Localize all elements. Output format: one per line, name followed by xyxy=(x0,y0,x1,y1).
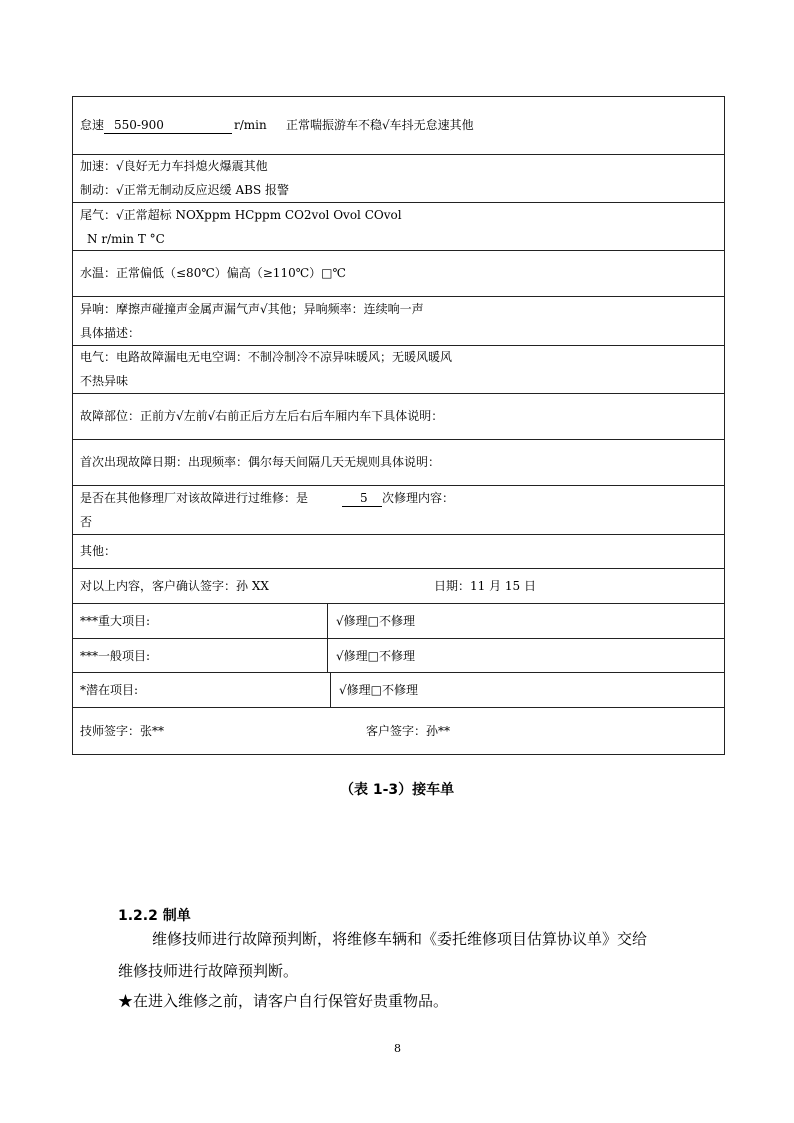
exhaust-text: 尾气：√正常超标 NOXppm HCppm CO2vol Ovol COvol xyxy=(80,208,402,222)
row-divider xyxy=(72,707,725,708)
other-label: 其他： xyxy=(80,544,117,558)
column-divider xyxy=(330,672,331,707)
customer-confirm-text: 对以上内容，客户确认签字：孙 XX xyxy=(80,579,269,593)
row-divider xyxy=(72,485,725,486)
row-divider xyxy=(72,568,725,569)
major-project-label: ***重大项目: xyxy=(80,614,151,628)
noise-text: 异响：摩擦声碰撞声金属声漏气声√其他；异响频率：连续响一声 xyxy=(80,302,424,316)
customer-signature: 客户签字：孙** xyxy=(366,724,451,738)
row-divider xyxy=(72,603,725,604)
electric-text: 电气：电路故障漏电无电空调：不制冷制冷不凉异味暖风；无暖风暖风 xyxy=(80,350,453,364)
idle-value-underline xyxy=(104,133,232,134)
row-divider xyxy=(72,393,725,394)
water-temp-text: 水温：正常偏低（≤80℃）偏高（≥110℃）□℃ xyxy=(80,266,346,280)
section-paragraph-continued: 维修技师进行故障预判断。 xyxy=(118,962,299,980)
technician-signature: 技师签字：张** xyxy=(80,724,165,738)
first-fault-text: 首次出现故障日期：出现频率：偶尔每天间隔几天无规则具体说明： xyxy=(80,455,441,469)
repair-count: 5 xyxy=(360,491,368,505)
idle-unit: r/min xyxy=(234,118,267,132)
noise-description: 具体描述： xyxy=(80,326,141,340)
section-heading: 1.2.2 制单 xyxy=(118,908,191,924)
row-divider xyxy=(72,638,725,639)
repair-count-underline xyxy=(342,506,382,507)
brake-text: 制动：√正常无制动反应迟缓 ABS 报警 xyxy=(80,183,289,197)
exhaust-text-2: N r/min T °C xyxy=(87,232,165,246)
row-divider xyxy=(72,672,725,673)
idle-value: 550-900 xyxy=(114,118,164,132)
potential-project-option: √修理□不修理 xyxy=(339,683,418,697)
page-number: 8 xyxy=(394,1042,401,1055)
general-project-label: ***一般项目: xyxy=(80,649,151,663)
section-paragraph: 维修技师进行故障预判断，将维修车辆和《委托维修项目估算协议单》交给 xyxy=(152,930,648,948)
general-project-option: √修理□不修理 xyxy=(336,649,415,663)
repair-history-text: 是否在其他修理厂对该故障进行过维修：是 xyxy=(80,491,309,505)
row-divider xyxy=(72,250,725,251)
major-project-option: √修理□不修理 xyxy=(336,614,415,628)
electric-text-2: 不热异味 xyxy=(80,374,129,388)
confirm-date: 日期：11 月 15 日 xyxy=(434,579,536,593)
row-divider xyxy=(72,202,725,203)
row-divider xyxy=(72,534,725,535)
repair-content-label: 次修理内容： xyxy=(382,491,455,505)
idle-options: 正常喘振游车不稳√车抖无怠速其他 xyxy=(286,118,474,132)
fault-location-text: 故障部位：正前方√左前√右前正后方左后右后车厢内车下具体说明： xyxy=(80,409,444,423)
potential-project-label: *潜在项目: xyxy=(80,683,139,697)
row-divider xyxy=(72,345,725,346)
accel-text: 加速：√良好无力车抖熄火爆震其他 xyxy=(80,159,268,173)
valuables-note: ★在进入维修之前，请客户自行保管好贵重物品。 xyxy=(118,992,449,1010)
row-divider xyxy=(72,439,725,440)
repair-no-text: 否 xyxy=(80,515,93,529)
table-caption: （表 1-3）接车单 xyxy=(340,782,455,798)
idle-label: 怠速 xyxy=(80,118,105,132)
column-divider xyxy=(327,603,328,672)
row-divider xyxy=(72,154,725,155)
row-divider xyxy=(72,296,725,297)
